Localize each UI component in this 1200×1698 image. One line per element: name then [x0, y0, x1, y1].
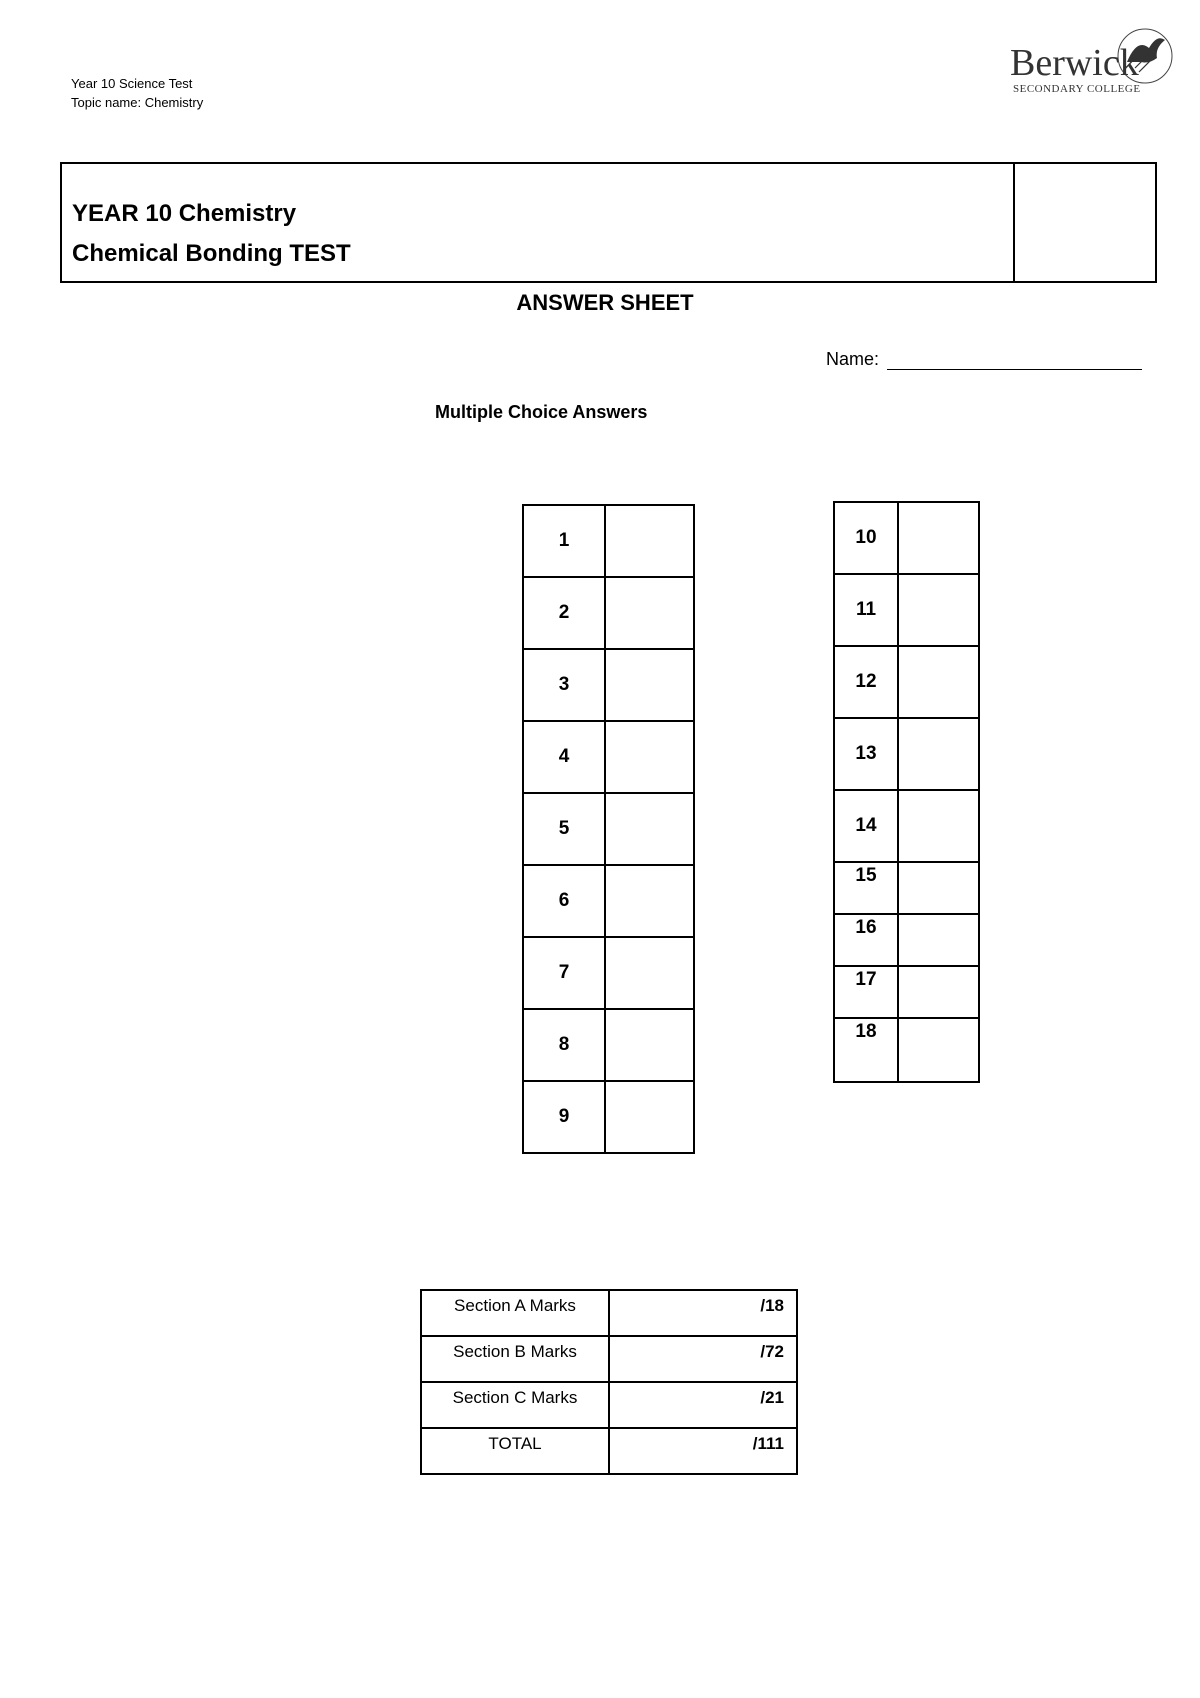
mc-answer-table-right — [833, 501, 980, 1083]
topic-name: Topic name: Chemistry — [71, 95, 204, 110]
mc-row — [523, 793, 694, 865]
mc-row — [834, 914, 979, 966]
answer-cell[interactable] — [898, 966, 979, 1018]
score-box[interactable] — [1015, 164, 1155, 281]
question-number: 6 — [523, 865, 605, 937]
mc-row — [834, 1018, 979, 1082]
question-number: 18 — [834, 1018, 898, 1082]
mc-row — [523, 577, 694, 649]
logo-subtitle: SECONDARY COLLEGE — [1013, 83, 1141, 95]
header-meta — [71, 74, 203, 112]
answer-sheet-heading: ANSWER SHEET — [516, 290, 694, 315]
mc-row — [834, 574, 979, 646]
marks-summary-table — [420, 1289, 798, 1475]
name-field[interactable] — [887, 349, 1142, 370]
answer-cell[interactable] — [898, 914, 979, 966]
question-number: 17 — [834, 966, 898, 1018]
title-block — [62, 164, 1015, 281]
question-number: 12 — [834, 646, 898, 718]
marks-row — [421, 1336, 797, 1382]
answer-cell[interactable] — [605, 937, 694, 1009]
mc-row — [834, 718, 979, 790]
answer-cell[interactable] — [898, 574, 979, 646]
answer-cell[interactable] — [605, 505, 694, 577]
answer-cell[interactable] — [898, 718, 979, 790]
marks-label: TOTAL — [421, 1428, 609, 1474]
title-line-1: YEAR 10 Chemistry — [72, 200, 297, 227]
logo-name: Berwick — [1010, 42, 1139, 84]
answer-cell[interactable] — [605, 1009, 694, 1081]
answer-cell[interactable] — [605, 577, 694, 649]
marks-value[interactable]: /111 — [609, 1428, 797, 1474]
marks-label: Section B Marks — [421, 1336, 609, 1382]
marks-value[interactable]: /21 — [609, 1382, 797, 1428]
marks-row — [421, 1428, 797, 1474]
mc-answer-table-left — [522, 504, 695, 1154]
question-number: 4 — [523, 721, 605, 793]
question-number: 10 — [834, 502, 898, 574]
answer-cell[interactable] — [605, 649, 694, 721]
question-number: 1 — [523, 505, 605, 577]
title-line-2: Chemical Bonding TEST — [72, 240, 351, 267]
mc-row — [523, 649, 694, 721]
test-name: Year 10 Science Test — [71, 76, 193, 91]
name-label: Name: — [826, 349, 880, 369]
mc-row — [834, 790, 979, 862]
mc-row — [834, 862, 979, 914]
question-number: 5 — [523, 793, 605, 865]
marks-label: Section A Marks — [421, 1290, 609, 1336]
question-number: 3 — [523, 649, 605, 721]
mc-row — [523, 505, 694, 577]
title-box — [60, 162, 1157, 283]
question-number: 15 — [834, 862, 898, 914]
answer-cell[interactable] — [605, 1081, 694, 1153]
answer-cell[interactable] — [898, 646, 979, 718]
mc-row — [523, 937, 694, 1009]
mc-row — [523, 1009, 694, 1081]
mc-row — [523, 721, 694, 793]
mc-heading: Multiple Choice Answers — [435, 402, 648, 422]
question-number: 9 — [523, 1081, 605, 1153]
marks-label: Section C Marks — [421, 1382, 609, 1428]
question-number: 11 — [834, 574, 898, 646]
mc-row — [834, 646, 979, 718]
answer-cell[interactable] — [605, 793, 694, 865]
answer-cell[interactable] — [898, 862, 979, 914]
answer-cell[interactable] — [898, 1018, 979, 1082]
question-number: 14 — [834, 790, 898, 862]
name-row — [826, 349, 1142, 370]
marks-value[interactable]: /72 — [609, 1336, 797, 1382]
marks-value[interactable]: /18 — [609, 1290, 797, 1336]
answer-cell[interactable] — [898, 502, 979, 574]
mc-row — [523, 1081, 694, 1153]
answer-cell[interactable] — [898, 790, 979, 862]
question-number: 2 — [523, 577, 605, 649]
question-number: 8 — [523, 1009, 605, 1081]
question-number: 13 — [834, 718, 898, 790]
answer-cell[interactable] — [605, 865, 694, 937]
school-logo — [1005, 18, 1180, 100]
mc-row — [834, 966, 979, 1018]
answer-cell[interactable] — [605, 721, 694, 793]
mc-row — [834, 502, 979, 574]
marks-row — [421, 1382, 797, 1428]
marks-row — [421, 1290, 797, 1336]
question-number: 7 — [523, 937, 605, 1009]
mc-row — [523, 865, 694, 937]
question-number: 16 — [834, 914, 898, 966]
